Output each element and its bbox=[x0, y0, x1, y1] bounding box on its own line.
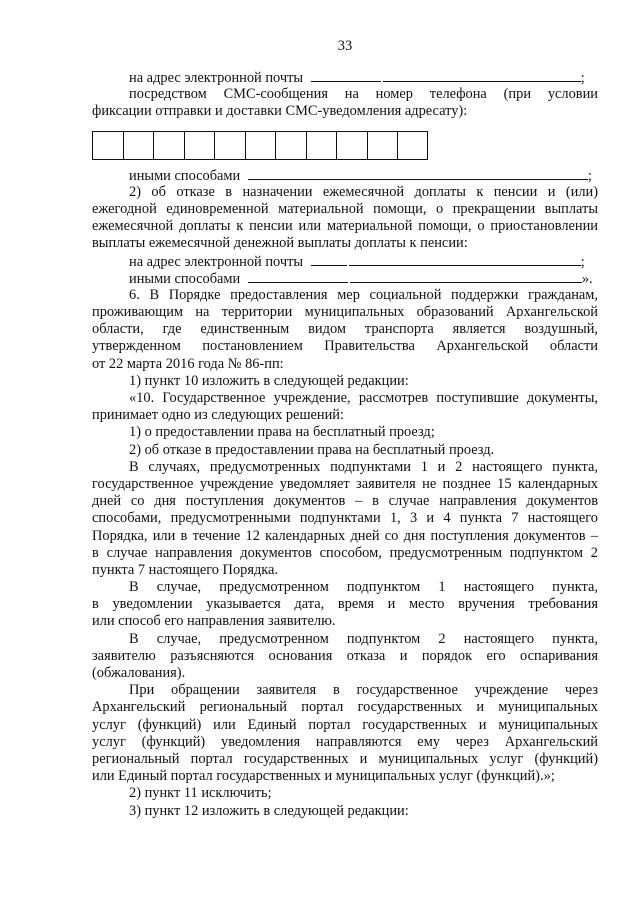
other-ways-blank-long-2 bbox=[350, 270, 582, 283]
cases-line-1: В случаях, предусмотренных подпунктами 1 и 2 настоящего пункта, bbox=[129, 458, 598, 475]
phone-digit-cell bbox=[275, 131, 306, 160]
phone-digit-cell bbox=[245, 131, 276, 160]
other-ways-line-2 bbox=[92, 270, 598, 287]
refusal-line-4: выплаты ежемесячной денежной выплаты доплаты к пенсии: bbox=[92, 235, 468, 252]
refusal-line-2: ежегодной единовременной материальной помощи, о прекращении выплаты bbox=[92, 200, 598, 217]
other-ways-end: ; bbox=[587, 167, 592, 184]
phone-digit-cell bbox=[367, 131, 398, 160]
case2-line-1: В случае, предусмотренном подпунктом 2 настоящего пункта, bbox=[129, 630, 598, 647]
portal-line-2: Архангельский региональный портал государственных и муниципальных bbox=[92, 699, 598, 716]
decision-1: 1) о предоставлении права на бесплатный проезд; bbox=[129, 424, 435, 441]
other-ways-blank-short-2 bbox=[248, 270, 348, 283]
phone-digit-cell bbox=[306, 131, 337, 160]
page-number: 33 bbox=[337, 38, 353, 54]
email-line bbox=[92, 69, 598, 86]
other-ways-label: иными способами bbox=[129, 167, 241, 184]
phone-digit-cell bbox=[153, 131, 184, 160]
email-line-2 bbox=[92, 253, 598, 270]
item-1: 1) пункт 10 изложить в следующей редакции: bbox=[129, 372, 409, 389]
item-3: 3) пункт 12 изложить в следующей редакции: bbox=[129, 802, 409, 819]
email-blank-short-2 bbox=[311, 253, 347, 266]
case1-line-3: или способ его направления заявителю. bbox=[92, 613, 336, 630]
refusal-line-1: 2) об отказе в назначении ежемесячной доплаты к пенсии и (или) bbox=[129, 183, 598, 200]
phone-digit-cell bbox=[336, 131, 367, 160]
email-blank-long bbox=[383, 69, 581, 82]
email-blank-long-2 bbox=[349, 253, 581, 266]
phone-digit-cell bbox=[214, 131, 245, 160]
section6-line-5: от 22 марта 2016 года № 86-пп: bbox=[92, 355, 284, 372]
cases-line-4: способами, предусмотренными подпунктами 1, 3 и 4 пункта 7 настоящего bbox=[92, 510, 598, 527]
portal-line-6: или Единый портал государственных и муниципальных услуг (функций).»; bbox=[92, 768, 555, 785]
cases-line-2: государственное учреждение уведомляет заявителя не позднее 15 календарных bbox=[92, 475, 598, 492]
sms-line-1: посредством СМС-сообщения на номер телефона (при условии bbox=[129, 86, 598, 103]
other-ways-label-2: иными способами bbox=[129, 270, 241, 287]
point10-line-2: принимает одно из следующих решений: bbox=[92, 407, 345, 424]
phone-digit-cell bbox=[92, 131, 123, 160]
case2-line-3: (обжалования). bbox=[92, 665, 186, 681]
other-ways-blank bbox=[248, 167, 588, 180]
cases-line-6: в случае направления документов способом, предусмотренным подпунктом 2 bbox=[92, 544, 598, 561]
section6-line-1: 6. В Порядке предоставления мер социальной поддержки гражданам, bbox=[129, 286, 598, 303]
other-ways-line bbox=[92, 167, 598, 184]
cases-line-5: Порядка, или в течение 12 календарных дней со дня поступления документов – bbox=[92, 527, 598, 544]
cases-line-7: пункта 7 настоящего Порядка. bbox=[92, 561, 279, 578]
phone-number-cells bbox=[92, 131, 598, 160]
email-line-end-2: ; bbox=[580, 253, 585, 270]
case1-line-1: В случае, предусмотренном подпунктом 1 настоящего пункта, bbox=[129, 579, 598, 596]
case1-line-2: в уведомлении указывается дата, время и место вручения требования bbox=[92, 596, 598, 613]
portal-line-5: региональный портал государственных и муниципальных услуг (функций) bbox=[92, 750, 598, 767]
portal-line-3: услуг (функций) или Единый портал государственных и муниципальных bbox=[92, 716, 598, 733]
section6-line-2: проживающим на территории муниципальных образований Архангельской bbox=[92, 304, 598, 321]
email-blank-short bbox=[311, 69, 381, 82]
email-label: на адрес электронной почты bbox=[129, 70, 304, 86]
phone-digit-cell bbox=[184, 131, 215, 160]
decision-2: 2) об отказе в предоставлении права на бесплатный проезд. bbox=[129, 441, 495, 458]
email-line-end: ; bbox=[580, 70, 585, 86]
item-2: 2) пункт 11 исключить; bbox=[129, 785, 272, 802]
portal-line-1: При обращении заявителя в государственное учреждение через bbox=[129, 682, 598, 699]
section6-line-4: утвержденном постановлением Правительства Архангельской области bbox=[92, 338, 598, 355]
phone-digit-cell bbox=[123, 131, 154, 160]
section6-line-3: области, где единственным видом транспорта является воздушный, bbox=[92, 321, 598, 338]
other-ways-end-2: ». bbox=[581, 270, 593, 287]
refusal-line-3: ежемесячной доплаты к пенсии или материальной помощи, о приостановлении bbox=[92, 218, 598, 235]
portal-line-4: услуг (функций) уведомления направляются ему через Архангельский bbox=[92, 733, 598, 750]
point10-line-1: «10. Государственное учреждение, рассмотрев поступившие документы, bbox=[129, 390, 598, 406]
phone-digit-cell bbox=[397, 131, 428, 160]
sms-line-2: фиксации отправки и доставки СМС-уведомления адресату): bbox=[92, 103, 468, 120]
email-label-2: на адрес электронной почты bbox=[129, 253, 304, 270]
document-body bbox=[92, 69, 598, 820]
cases-line-3: дней со дня поступления документов – в случае направления документов bbox=[92, 493, 598, 510]
case2-line-2: заявителю разъясняются основания отказа и порядок его оспаривания bbox=[92, 647, 598, 664]
